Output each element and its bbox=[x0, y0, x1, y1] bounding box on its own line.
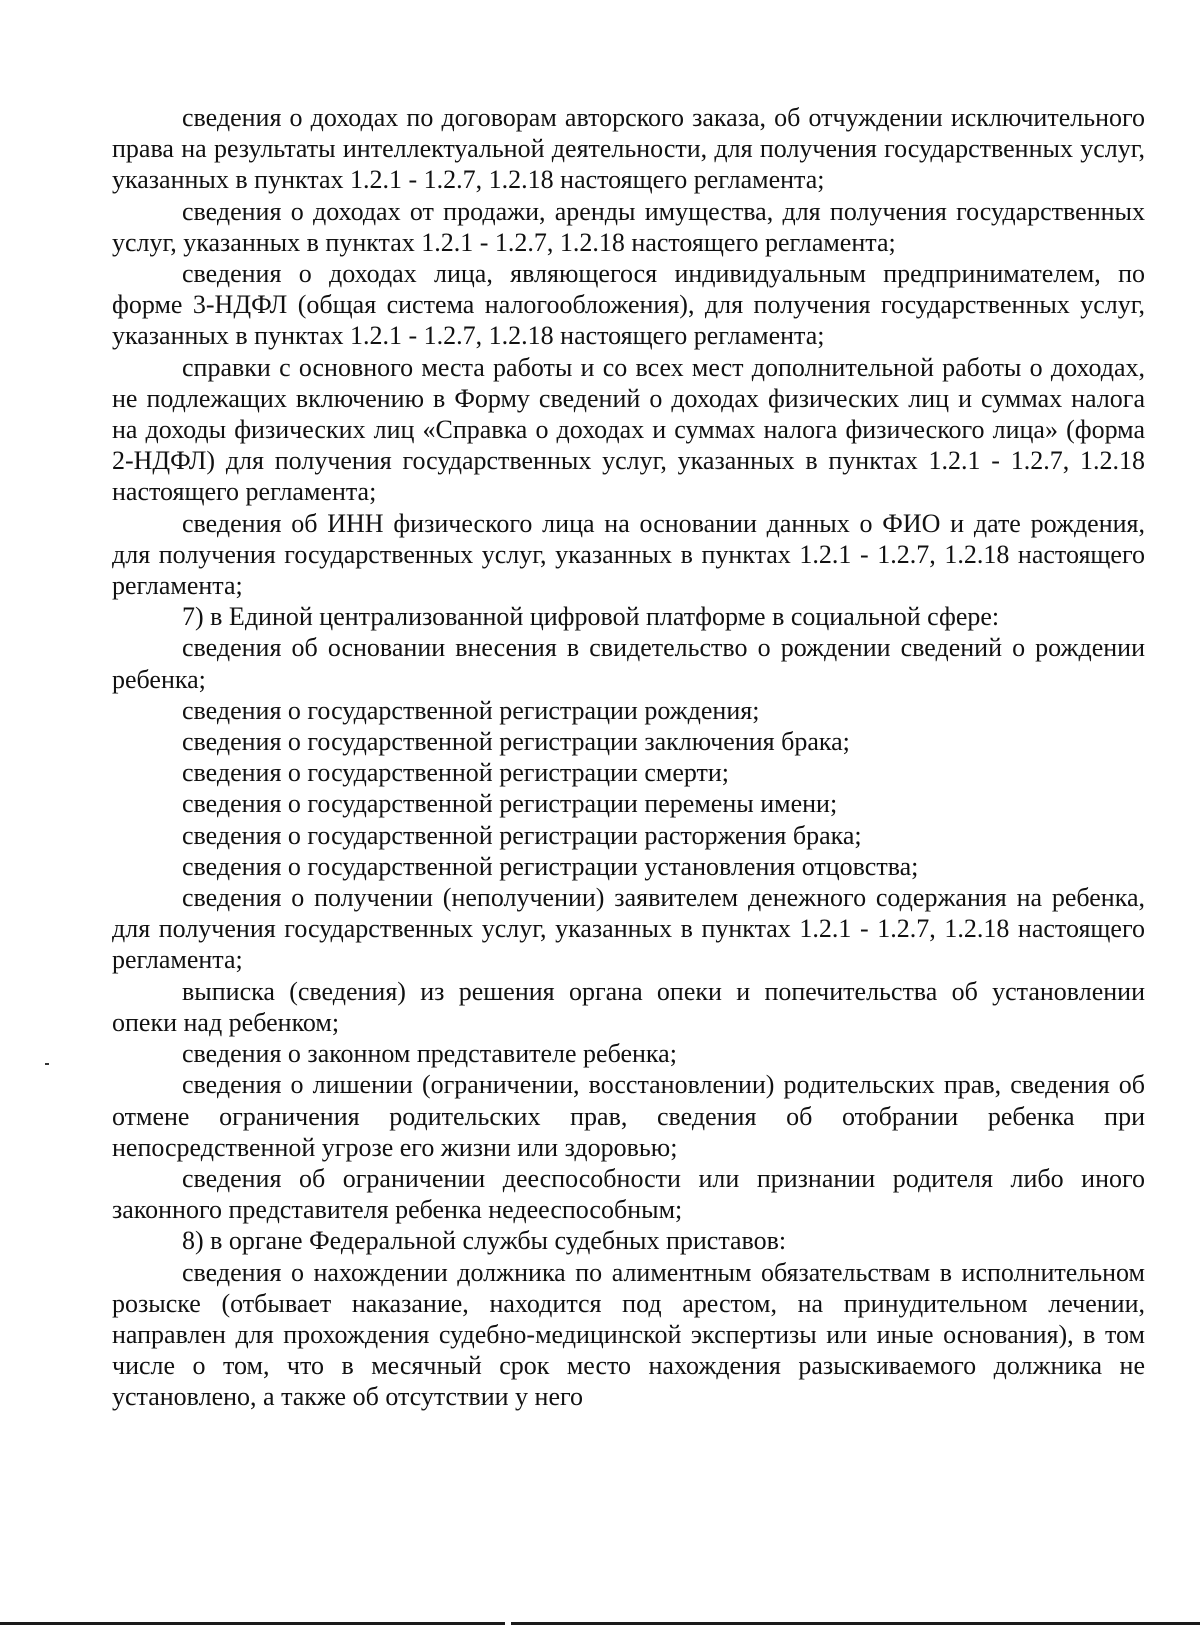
paragraph: сведения о государственной регистрации перемены имени; bbox=[182, 789, 838, 819]
paragraph: сведения о доходах лица, являющегося индивидуальным предпринимателем, по форме 3-НДФЛ (общая система налогообложения), для получения государственных услуг, указанных в пунктах 1.2.1 - 1.2.7, 1.2.18 настоящего регламента; bbox=[112, 259, 1145, 351]
paragraph: сведения о законном представителе ребенка; bbox=[182, 1039, 677, 1069]
document-body bbox=[112, 102, 1145, 1413]
paragraph: сведения об ИНН физического лица на основании данных о ФИО и дате рождения, для получения государственных услуг, указанных в пунктах 1.2.1 - 1.2.7, 1.2.18 настоящего регламента; bbox=[112, 508, 1145, 601]
paragraph: сведения о доходах от продажи, аренды имущества, для получения государственных услуг, указанных в пунктах 1.2.1 - 1.2.7, 1.2.18 настоящего регламента; bbox=[112, 196, 1145, 257]
paragraph: сведения о государственной регистрации заключения брака; bbox=[182, 727, 850, 757]
scan-bottom-edge bbox=[0, 1622, 1200, 1625]
paragraph: сведения о государственной регистрации рождения; bbox=[182, 695, 760, 725]
paragraph: сведения об основании внесения в свидетельство о рождении сведений о рождении ребенка; bbox=[112, 633, 1145, 694]
paragraph: сведения об ограничении дееспособности или признании родителя либо иного законного представителя ребенка недееспособным; bbox=[112, 1163, 1145, 1225]
paragraph: сведения о получении (неполучении) заявителем денежного содержания на ребенка, для получения государственных услуг, указанных в пунктах 1.2.1 - 1.2.7, 1.2.18 настоящего регламента; bbox=[112, 883, 1145, 975]
paragraph: выписка (сведения) из решения органа опеки и попечительства об установлении опеки над ребенком; bbox=[112, 976, 1145, 1037]
scan-speck bbox=[45, 1063, 49, 1065]
paragraph: сведения о лишении (ограничении, восстановлении) родительских прав, сведения об отмене ограничения родительских прав, сведения об отобрании ребенка при непосредственной угрозе его жизни или здоровью; bbox=[112, 1070, 1145, 1162]
paragraph: сведения о государственной регистрации установления отцовства; bbox=[182, 851, 919, 881]
paragraph: сведения о нахождении должника по алиментным обязательствам в исполнительном розыске (отбывает наказание, находится под арестом, на принудительном лечении, направлен для прохождения судебно-медицинской экспертизы или иные основания), в том числе о том, что в месячный срок место нахождения разыскиваемого должника не установлено, а также об отсутствии у него bbox=[112, 1257, 1145, 1412]
paragraph: сведения о доходах по договорам авторского заказа, об отчуждении исключительного права на результаты интеллектуальной деятельности, для получения государственных услуг, указанных в пунктах 1.2.1 - 1.2.7, 1.2.18 настоящего регламента; bbox=[112, 103, 1145, 195]
paragraph: справки с основного места работы и со всех мест дополнительной работы о доходах, не подлежащих включению в Форму сведений о доходах физических лиц и суммах налога на доходы физических лиц «Справка о доходах и суммах налога физического лица» (форма 2-НДФЛ) для получения государственных услуг, указанных в пунктах 1.2.1 - 1.2.7, 1.2.18 настоящего регламента; bbox=[112, 352, 1145, 507]
scan-edge-gap bbox=[505, 1620, 511, 1627]
section-heading: 7) в Единой централизованной цифровой платформе в социальной сфере: bbox=[182, 602, 1000, 632]
section-heading: 8) в органе Федеральной службы судебных приставов: bbox=[182, 1226, 787, 1256]
paragraph: сведения о государственной регистрации расторжения брака; bbox=[182, 820, 862, 850]
paragraph: сведения о государственной регистрации смерти; bbox=[182, 758, 730, 788]
